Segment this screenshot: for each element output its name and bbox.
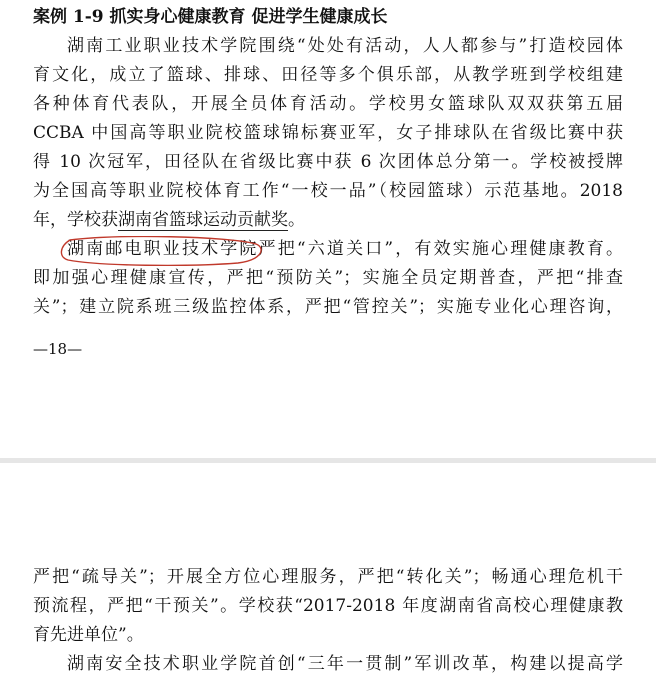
case-heading: 案例 1-9 抓实身心健康教育 促进学生健康成长 [33, 7, 388, 27]
text-segment: 年，学校获 [33, 210, 118, 230]
document-page-lower [0, 463, 656, 678]
paragraph-line: 得 10 次冠军，田径队在省级比赛中获 6 次团体总分第一。学校被授牌 [33, 152, 623, 172]
page-number: —18— [33, 340, 83, 358]
paragraph-line: 各种体育代表队，开展全员体育活动。学校男女篮球队双双获第五届 [33, 94, 623, 114]
paragraph-line: 关”；建立院系班三级监控体系，严把“管控关”；实施专业化心理咨询， [33, 297, 623, 317]
circled-school-name: 湖南邮电职业技术学院 [67, 239, 259, 259]
text-segment: 严把“六道关口”，有效实施心理健康教育。 [258, 239, 623, 259]
text-segment: 。 [288, 210, 305, 230]
paragraph-line: 湖南工业职业技术学院围绕“处处有活动，人人都参与”打造校园体 [67, 36, 623, 56]
paragraph-line: 严把“疏导关”；开展全方位心理服务，严把“转化关”；畅通心理危机干 [33, 567, 623, 587]
paragraph-line: 预流程，严把“干预关”。学校获“2017-2018 年度湖南省高校心理健康教 [33, 596, 623, 616]
paragraph-line: CCBA 中国高等职业院校篮球锦标赛亚军，女子排球队在省级比赛中获 [33, 123, 623, 143]
underlined-award: 湖南省篮球运动贡献奖 [118, 210, 288, 230]
paragraph-line: 湖南安全技术职业学院首创“三年一贯制”军训改革，构建以提高学 [67, 654, 623, 674]
paragraph-line: 即加强心理健康宣传，严把“预防关”；实施全员定期普查，严把“排查 [33, 268, 623, 288]
paragraph-line: 育先进单位”。 [33, 625, 144, 645]
paragraph-line [67, 237, 623, 261]
paragraph-line: 为全国高等职业院校体育工作“一校一品”（校园篮球）示范基地。2018 [33, 181, 623, 201]
paragraph-line: 育文化，成立了篮球、排球、田径等多个俱乐部，从教学班到学校组建 [33, 65, 623, 85]
paragraph-line [33, 208, 623, 232]
